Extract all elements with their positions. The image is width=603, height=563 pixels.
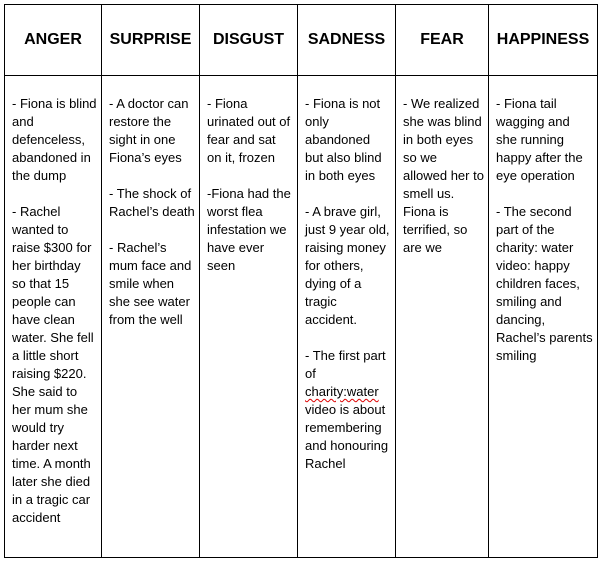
header-fear: FEAR: [396, 5, 489, 76]
header-sadness: SADNESS: [298, 5, 396, 76]
disgust-note-1: - Fiona urinated out of fear and sat on it, frozen: [207, 96, 291, 165]
header-happiness: HAPPINESS: [489, 5, 598, 76]
surprise-note-2: - The shock of Rachel’s death: [109, 186, 195, 219]
header-surprise: SURPRISE: [102, 5, 200, 76]
cell-disgust: [200, 76, 298, 558]
fear-note-1: - We realized she was blind in both eyes so we allowed her to smell us. Fiona is terrified, so are we: [403, 96, 484, 255]
header-row: [5, 5, 598, 76]
content-row: [5, 76, 598, 558]
sadness-note-3-end: video is about remembering and honouring Rachel: [305, 402, 389, 471]
surprise-note-3: - Rachel’s mum face and smile when she see water from the well: [109, 240, 192, 327]
cell-fear: [396, 76, 489, 558]
sadness-note-3-start: - The first part of: [305, 348, 386, 381]
spellcheck-underlined-word: charity:water: [305, 384, 379, 399]
anger-note-2: - Rachel wanted to raise $300 for her birthday so that 15 people can have clean water. She fell a little short raising $220. She said to her mum she would try harder next time. A month later she died in a tragic car accident: [12, 204, 94, 525]
disgust-note-2: -Fiona had the worst flea infestation we have ever seen: [207, 186, 291, 273]
surprise-note-1: - A doctor can restore the sight in one Fiona’s eyes: [109, 96, 189, 165]
happiness-note-1: - Fiona tail wagging and she running happy after the eye operation: [496, 96, 583, 183]
emotions-table: [4, 4, 598, 558]
header-disgust: DISGUST: [200, 5, 298, 76]
anger-note-1: - Fiona is blind and defenceless, abandoned in the dump: [12, 96, 97, 183]
cell-sadness: [298, 76, 396, 558]
sadness-note-1: - Fiona is not only abandoned but also blind in both eyes: [305, 96, 382, 183]
cell-anger: [5, 76, 102, 558]
happiness-note-2: - The second part of the charity: water video: happy children faces, smiling and dancing, Rachel’s parents smiling: [496, 204, 593, 363]
sadness-note-3: [305, 347, 391, 473]
cell-surprise: [102, 76, 200, 558]
cell-happiness: [489, 76, 598, 558]
header-anger: ANGER: [5, 5, 102, 76]
sadness-note-2: - A brave girl, just 9 year old, raising money for others, dying of a tragic accident.: [305, 204, 390, 327]
